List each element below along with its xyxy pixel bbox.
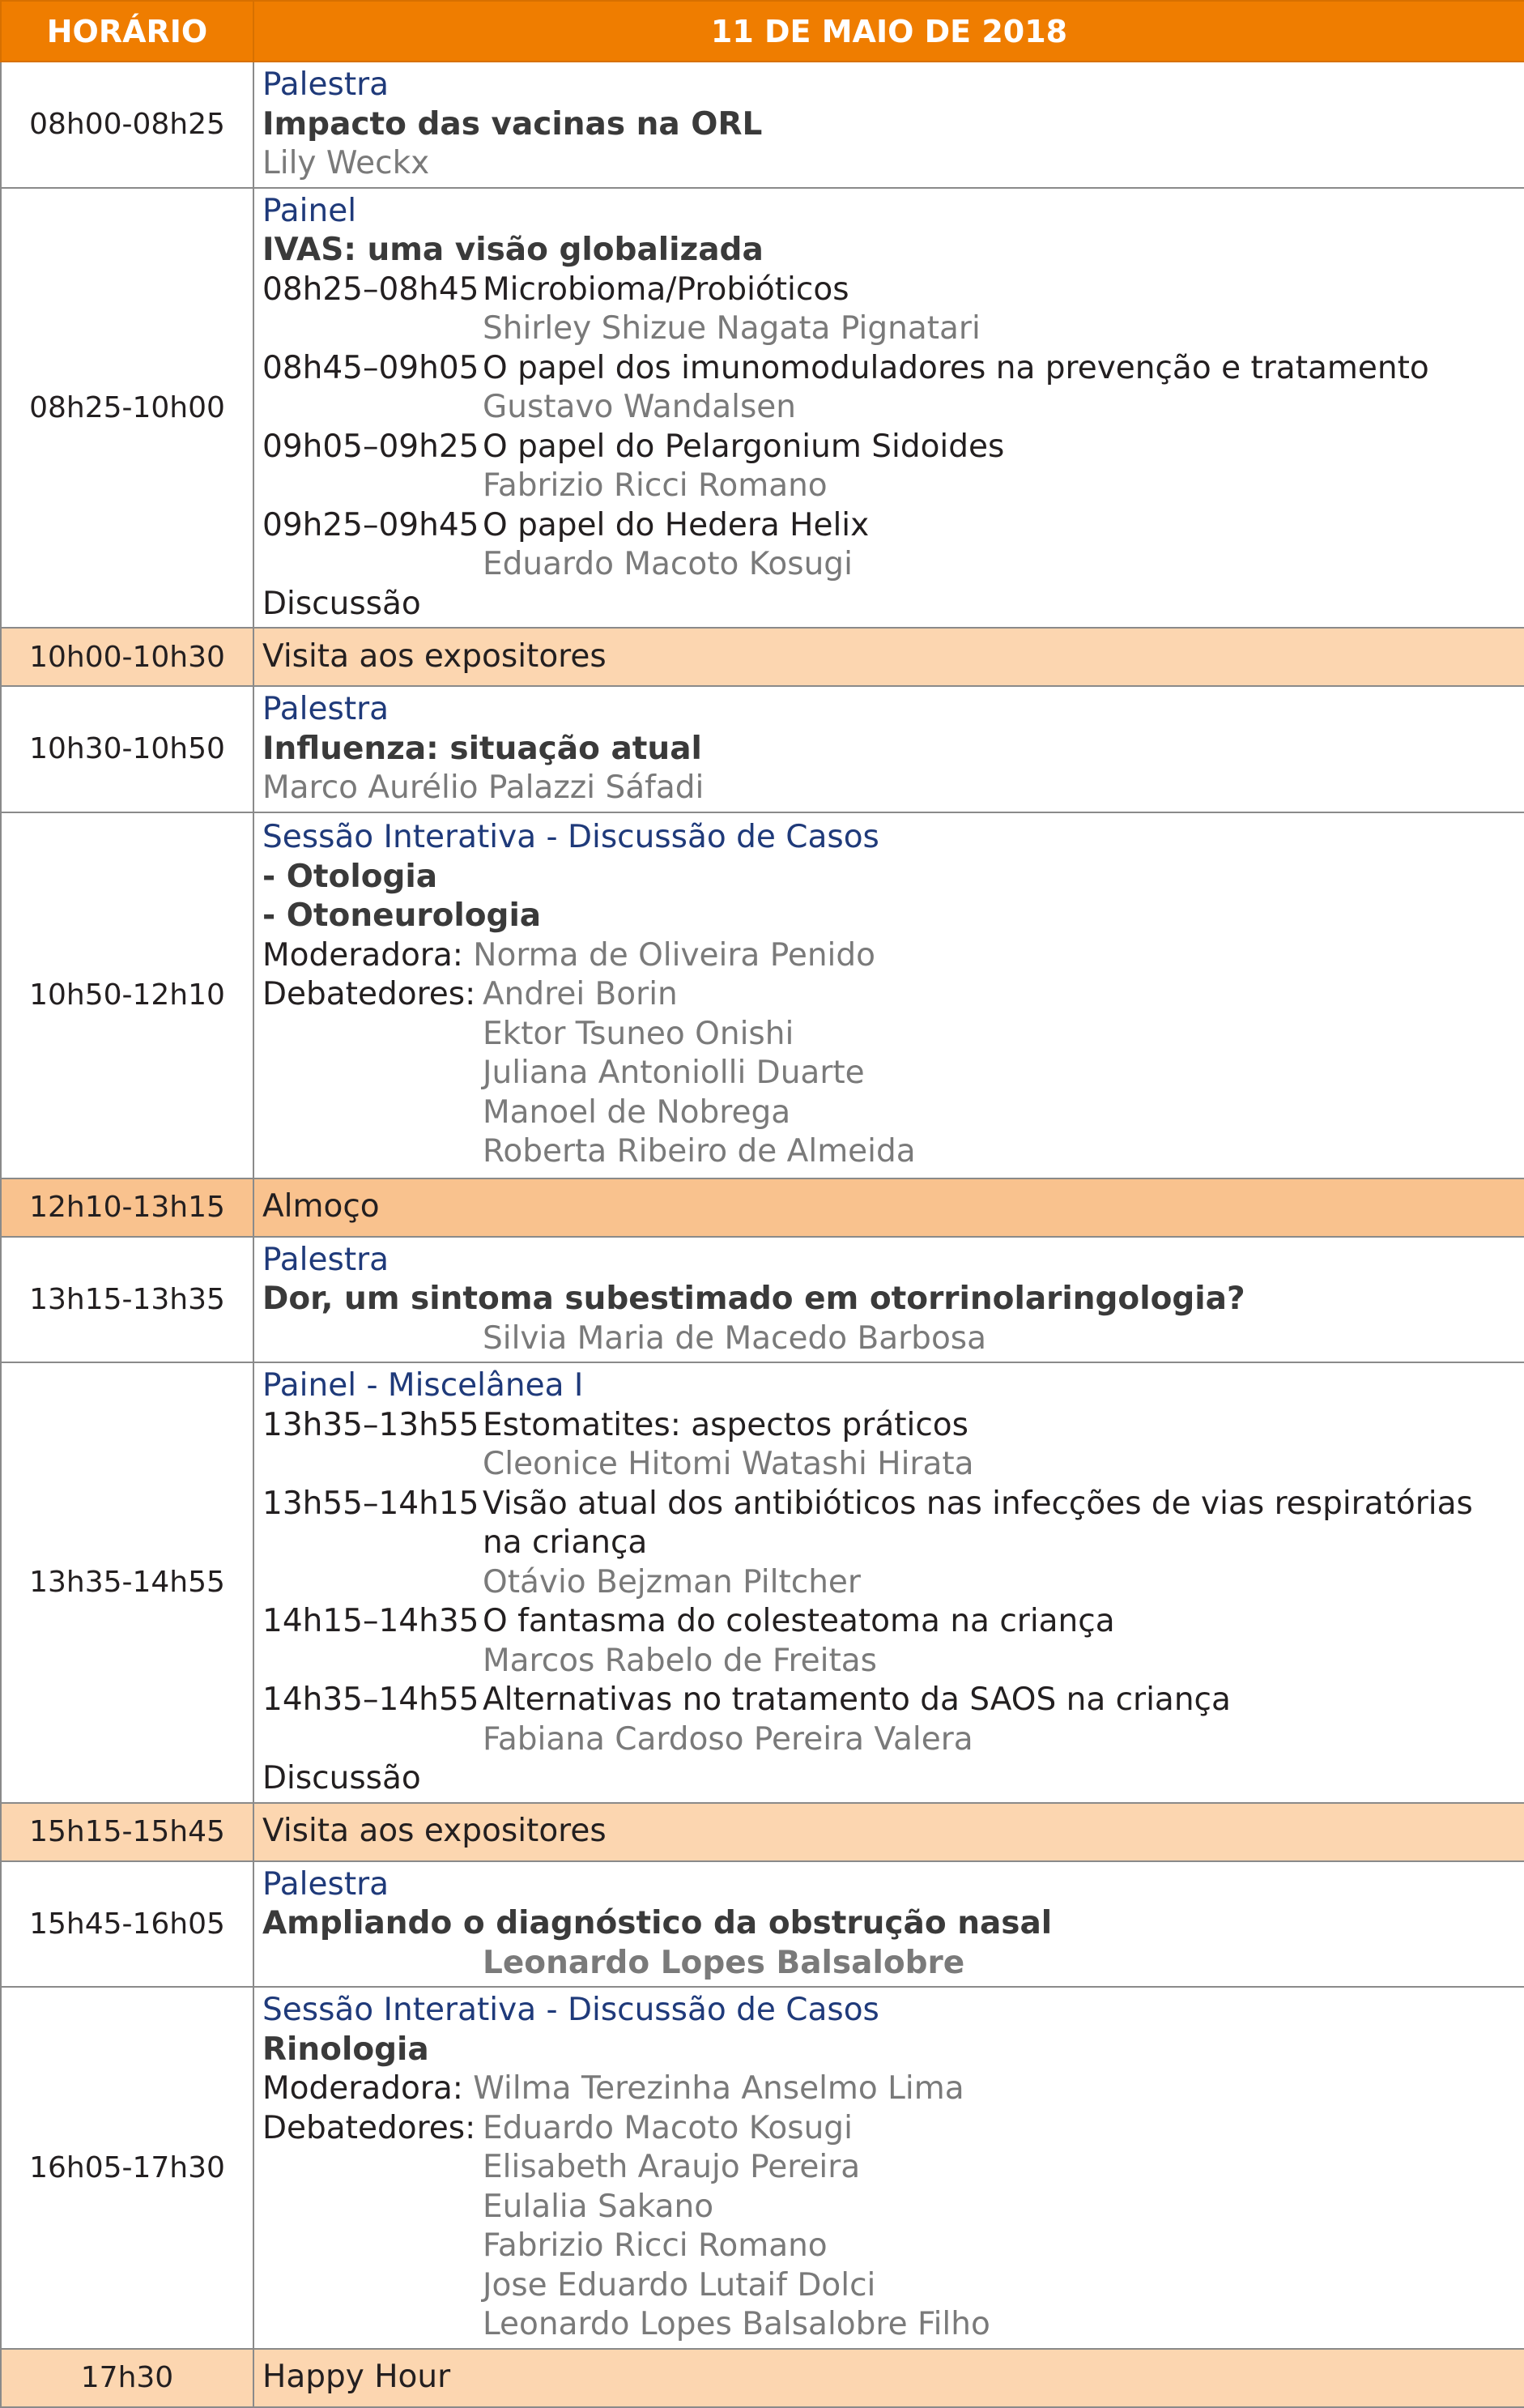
subitem [262, 1485, 1516, 1563]
subitem [262, 506, 1516, 546]
table-row [1, 62, 1524, 188]
moderator: Wilma Terezinha Anselmo Lima [473, 2070, 964, 2107]
table-row [1, 1803, 1524, 1861]
subitem-time: 13h55–14h15 [262, 1485, 479, 1522]
subitem-time: 14h35–14h55 [262, 1681, 479, 1718]
row-time: 13h35-14h55 [1, 1362, 253, 1803]
row-content [253, 1237, 1524, 1363]
row-time: 15h45-16h05 [1, 1861, 253, 1988]
row-content: Visita aos expositores [253, 1803, 1524, 1861]
subitem [262, 349, 1516, 389]
speaker: Eduardo Macoto Kosugi [483, 546, 853, 582]
subitem-topic: O papel dos imunomoduladores na prevenção e tratamento [483, 349, 1429, 386]
session-type: Sessão Interativa - Discussão de Casos [262, 819, 879, 856]
speaker: Fabiana Cardoso Pereira Valera [483, 1720, 973, 1758]
session-type: Painel - Miscelânea I [262, 1367, 584, 1404]
subitem-time: 13h35–13h55 [262, 1406, 479, 1443]
session-title: Rinologia [262, 2031, 429, 2068]
debater: Ektor Tsuneo Onishi [483, 1015, 794, 1052]
subitem-topic: O papel do Hedera Helix [483, 506, 870, 543]
row-content [253, 1362, 1524, 1803]
row-time: 13h15-13h35 [1, 1237, 253, 1363]
row-time: 12h10-13h15 [1, 1178, 253, 1237]
speaker: Cleonice Hitomi Watashi Hirata [483, 1446, 974, 1482]
speaker: Lily Weckx [262, 145, 430, 181]
subitem-time: 08h25–08h45 [262, 271, 479, 308]
debater: Eulalia Sakano [483, 2188, 714, 2225]
table-row [1, 188, 1524, 629]
table-row [1, 1178, 1524, 1237]
discussion: Discussão [262, 585, 421, 622]
table-row [1, 686, 1524, 812]
session-title: Impacto das vacinas na ORL [262, 105, 763, 143]
debaters-line [262, 975, 1516, 1015]
moderator-label: Moderadora: [262, 2070, 463, 2107]
subitem [262, 1681, 1516, 1720]
session-title: IVAS: uma visão globalizada [262, 232, 764, 268]
session-type: Palestra [262, 691, 390, 727]
moderator-line [262, 2069, 1516, 2109]
session-title: Influenza: situação atual [262, 730, 702, 767]
table-row [1, 1861, 1524, 1988]
debater: Fabrizio Ricci Romano [483, 2227, 828, 2264]
row-time: 10h50-12h10 [1, 812, 253, 1178]
session-title: Ampliando o diagnóstico da obstrução nasal [262, 1905, 1053, 1941]
row-content: Almoço [253, 1178, 1524, 1237]
session-type: Palestra [262, 66, 390, 103]
row-time: 10h00-10h30 [1, 628, 253, 686]
speaker: Marcos Rabelo de Freitas [483, 1642, 877, 1679]
debater: Andrei Borin [483, 976, 678, 1013]
session-title: Dor, um sintoma subestimado em otorrinolaringologia? [262, 1281, 1245, 1317]
debater: Eduardo Macoto Kosugi [483, 2109, 853, 2146]
row-time: 17h30 [1, 2349, 253, 2407]
subitem-topic: Alternativas no tratamento da SAOS na criança [483, 1681, 1231, 1718]
row-content [253, 1861, 1524, 1988]
speaker: Fabrizio Ricci Romano [483, 467, 828, 504]
subitem [262, 1406, 1516, 1446]
moderator: Norma de Oliveira Penido [473, 936, 876, 974]
row-time: 10h30-10h50 [1, 686, 253, 812]
session-type: Palestra [262, 1241, 390, 1278]
session-title: - Otoneurologia [262, 897, 542, 935]
row-content [253, 188, 1524, 629]
subitem-topic: Microbioma/Probióticos [483, 271, 849, 308]
subitem-time: 08h45–09h05 [262, 349, 479, 386]
table-row [1, 812, 1524, 1178]
debater: Manoel de Nobrega [483, 1093, 791, 1131]
table-row [1, 628, 1524, 686]
row-time: 08h25-10h00 [1, 188, 253, 629]
row-content [253, 62, 1524, 188]
debaters-label: Debatedores: [262, 976, 476, 1013]
table-row [1, 1362, 1524, 1803]
row-time: 16h05-17h30 [1, 1987, 253, 2349]
debaters-label: Debatedores: [262, 2109, 476, 2146]
table-row [1, 1237, 1524, 1363]
subitem-topic: Visão atual dos antibióticos nas infecções de vias respiratórias na criança [483, 1485, 1473, 1561]
subitem-time: 09h05–09h25 [262, 428, 479, 465]
subitem [262, 428, 1516, 467]
table-row [1, 1987, 1524, 2349]
session-type: Painel [262, 192, 357, 229]
header-day: 11 DE MAIO DE 2018 [253, 1, 1524, 62]
session-title: - Otologia [262, 858, 438, 895]
speaker: Marco Aurélio Palazzi Sáfadi [262, 769, 705, 806]
moderator-label: Moderadora: [262, 936, 463, 974]
speaker: Leonardo Lopes Balsalobre [483, 1944, 965, 1981]
subitem-time: 14h15–14h35 [262, 1603, 479, 1639]
speaker: Gustavo Wandalsen [483, 389, 796, 425]
discussion: Discussão [262, 1760, 421, 1796]
moderator-line [262, 936, 1516, 976]
subitem-topic: O fantasma do colesteatoma na criança [483, 1603, 1115, 1639]
table-header-row [1, 1, 1524, 62]
row-time: 15h15-15h45 [1, 1803, 253, 1861]
row-content [253, 686, 1524, 812]
speaker: Silvia Maria de Macedo Barbosa [483, 1319, 987, 1357]
speaker: Otávio Bejzman Piltcher [483, 1563, 861, 1600]
header-time: HORÁRIO [1, 1, 253, 62]
subitem-topic: O papel do Pelargonium Sidoides [483, 428, 1005, 465]
debater: Jose Eduardo Lutaif Dolci [483, 2266, 876, 2304]
subitem [262, 271, 1516, 310]
subitem [262, 1602, 1516, 1642]
session-type: Sessão Interativa - Discussão de Casos [262, 1992, 879, 2028]
debater: Juliana Antoniolli Duarte [483, 1055, 865, 1092]
row-content [253, 1987, 1524, 2349]
debaters-line [262, 2109, 1516, 2149]
row-content [253, 812, 1524, 1178]
debater: Roberta Ribeiro de Almeida [483, 1133, 916, 1170]
subitem-time: 09h25–09h45 [262, 506, 479, 543]
subitem-topic: Estomatites: aspectos práticos [483, 1406, 968, 1443]
row-content: Visita aos expositores [253, 628, 1524, 686]
row-time: 08h00-08h25 [1, 62, 253, 188]
session-type: Palestra [262, 1865, 390, 1903]
debater: Elisabeth Araujo Pereira [483, 2149, 861, 2185]
debater: Leonardo Lopes Balsalobre Filho [483, 2306, 990, 2342]
speaker: Shirley Shizue Nagata Pignatari [483, 310, 981, 347]
row-content: Happy Hour [253, 2349, 1524, 2407]
